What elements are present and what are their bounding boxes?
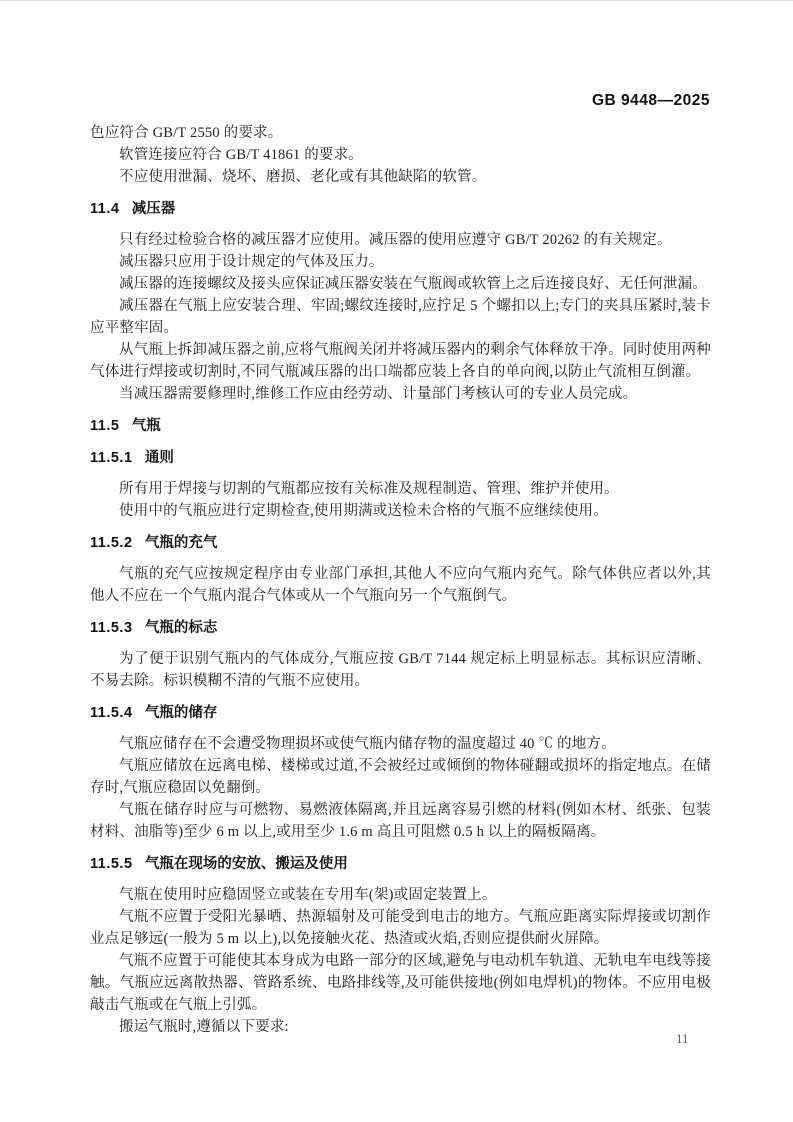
paragraph: 为了便于识别气瓶内的气体成分,气瓶应按 GB/T 7144 规定标上明显标志。其标识应清晰、不易去除。标识模糊不清的气瓶不应使用。 — [90, 651, 711, 689]
section-number: 11.5.5 — [90, 856, 133, 872]
section-title: 减压器 — [131, 201, 176, 217]
section-heading — [90, 447, 711, 469]
paragraph: 气瓶在储存时应与可燃物、易燃液体隔离,并且远离容易引燃的材料(例如木材、纸张、包装材料、油脂等)至少 6 m 以上,或用至少 1.6 m 高且可阻燃 0.5 h 以上的隔板隔离。 — [90, 802, 711, 840]
paragraph: 色应符合 GB/T 2550 的要求。 — [90, 125, 283, 141]
paragraph: 所有用于焊接与切割的气瓶都应按有关标准及规程制造、管理、维护并使用。 — [119, 481, 619, 497]
paragraph: 当减压器需要修理时,维修工作应由经劳动、计量部门考核认可的专业人员完成。 — [119, 386, 638, 402]
paragraph: 气瓶应储放在远离电梯、楼梯或过道,不会被经过或倾倒的物体碰翻或损坏的指定地点。在储存时,气瓶应稳固以免翻倒。 — [90, 758, 711, 796]
paragraph: 只有经过检验合格的减压器才应使用。减压器的使用应遵守 GB/T 20262 的有关规定。 — [119, 232, 672, 248]
section-number: 11.5.4 — [90, 705, 133, 721]
paragraph: 减压器在气瓶上应安装合理、牢固;螺纹连接时,应拧足 5 个螺扣以上;专门的夹具压紧时,装卡应平整牢固。 — [90, 298, 711, 336]
paragraph: 减压器的连接螺纹及接头应保证减压器安装在气瓶阀或软管上之后连接良好、无任何泄漏。 — [119, 276, 707, 292]
section-title: 气瓶 — [131, 418, 161, 434]
section-number: 11.5.1 — [90, 450, 133, 466]
paragraph: 气瓶不应置于受阳光暴晒、热源辐射及可能受到电击的地方。气瓶应距离实际焊接或切割作业点足够远(一般为 5 m 以上),以免接触火花、热渣或火焰,否则应提供耐火屏障。 — [90, 909, 711, 947]
section-heading — [90, 702, 711, 724]
page-number: 11 — [676, 1031, 689, 1046]
paragraph: 不应使用泄漏、烧坏、磨损、老化或有其他缺陷的软管。 — [119, 169, 487, 185]
content — [90, 122, 711, 1038]
paragraph: 气瓶应储存在不会遭受物理损坏或使气瓶内储存物的温度超过 40 ℃ 的地方。 — [119, 736, 616, 752]
section-heading — [90, 853, 711, 875]
paragraph: 搬运气瓶时,遵循以下要求: — [119, 1019, 289, 1035]
section-number: 11.5.3 — [90, 620, 133, 636]
paragraph: 气瓶的充气应按规定程序由专业部门承担,其他人不应向气瓶内充气。除气体供应者以外,其他人不应在一个气瓶内混合气体或从一个气瓶向另一个气瓶倒气。 — [90, 566, 711, 604]
section-heading — [90, 198, 711, 220]
paragraph: 软管连接应符合 GB/T 41861 的要求。 — [119, 147, 363, 163]
section-heading — [90, 532, 711, 554]
page-edge-line — [0, 0, 793, 1]
standard-number: GB 9448—2025 — [591, 92, 710, 109]
section-heading — [90, 415, 711, 437]
paragraph: 气瓶在使用时应稳固竖立或装在专用车(架)或固定装置上。 — [119, 887, 497, 903]
paragraph: 使用中的气瓶应进行定期检查,使用期满或送检未合格的气瓶不应继续使用。 — [119, 503, 608, 519]
paragraph: 减压器只应用于设计规定的气体及压力。 — [119, 254, 384, 270]
paragraph: 从气瓶上拆卸减压器之前,应将气瓶阀关闭并将减压器内的剩余气体释放干净。同时使用两种气体进行焊接或切割时,不同气瓶减压器的出口端都应装上各自的单向阀,以防止气流相互倒灌。 — [90, 342, 711, 380]
section-number: 11.5 — [90, 418, 120, 434]
section-title: 气瓶的标志 — [144, 620, 218, 636]
section-title: 通则 — [144, 450, 174, 466]
section-title: 气瓶的储存 — [144, 705, 218, 721]
section-title: 气瓶在现场的安放、搬运及使用 — [144, 856, 348, 872]
paragraph: 气瓶不应置于可能使其本身成为电路一部分的区域,避免与电动机车轨道、无轨电车电线等接触。气瓶应远离散热器、管路系统、电路排线等,及可能供接地(例如电焊机)的物体。不应用电极敲击气瓶或在气瓶上引弧。 — [90, 953, 711, 1013]
section-number: 11.4 — [90, 201, 120, 217]
section-heading — [90, 617, 711, 639]
section-number: 11.5.2 — [90, 535, 133, 551]
section-title: 气瓶的充气 — [144, 535, 218, 551]
